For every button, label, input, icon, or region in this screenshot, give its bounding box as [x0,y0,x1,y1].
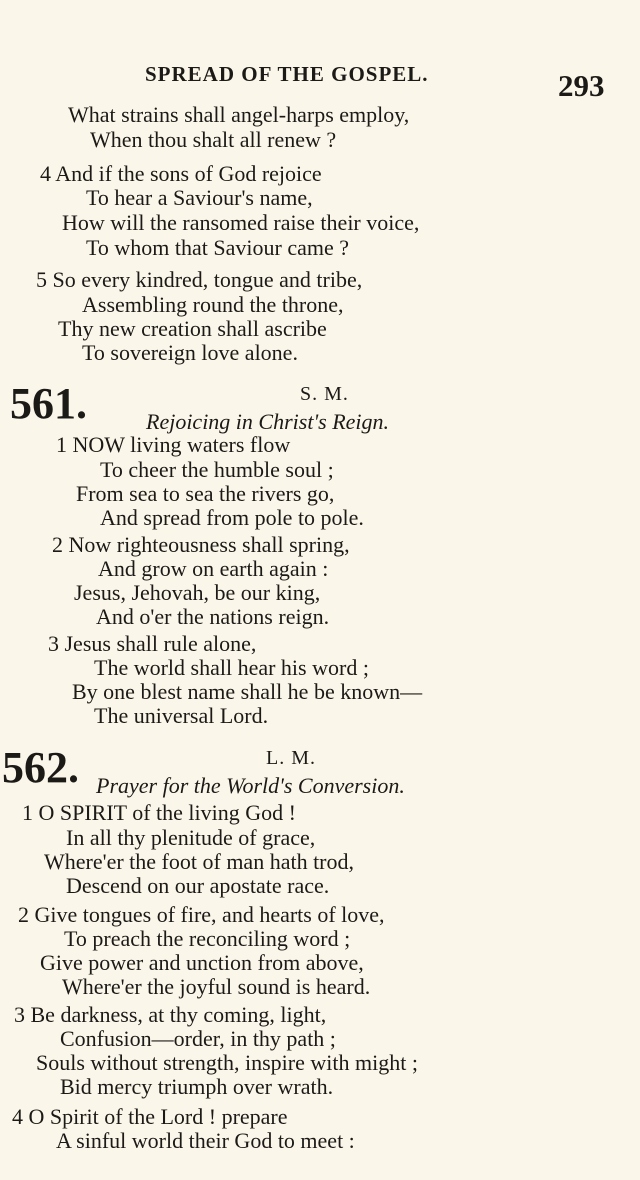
verse-line: To hear a Saviour's name, [86,185,313,210]
verse-line: 3 Be darkness, at thy coming, light, [14,1002,327,1027]
verse-line: To preach the reconciling word ; [64,926,351,951]
verse-line: Bid mercy triumph over wrath. [60,1074,334,1099]
verse-line: 3 Jesus shall rule alone, [48,631,257,656]
verse-line: And grow on earth again : [98,556,329,581]
verse-line: And spread from pole to pole. [100,505,364,530]
verse-line: Where'er the foot of man hath trod, [44,849,355,874]
page-header [0,62,640,103]
verse-line: 5 So every kindred, tongue and tribe, [36,267,363,292]
verse-line: 4 O Spirit of the Lord ! prepare [12,1104,288,1129]
verse-line: Souls without strength, inspire with might ; [36,1050,418,1075]
hymn-meter: S. M. [300,383,349,405]
verse-line: By one blest name shall he be known— [72,679,423,704]
verse-line: The world shall hear his word ; [94,655,369,680]
hymn-title: Rejoicing in Christ's Reign. [146,409,390,434]
verse-line: In all thy plenitude of grace, [66,825,316,850]
verse-line: To whom that Saviour came ? [86,235,350,260]
running-head: SPREAD OF THE GOSPEL. [145,62,429,86]
verse-line: To sovereign love alone. [82,340,298,365]
verse-line: Jesus, Jehovah, be our king, [74,580,321,605]
page-number: 293 [558,68,605,103]
verse-line: From sea to sea the rivers go, [76,481,335,506]
verse-line: And o'er the nations reign. [96,604,330,629]
hymn-number: 561. [10,379,87,428]
verse-line: To cheer the humble soul ; [100,457,334,482]
verse-line: When thou shalt all renew ? [90,127,337,152]
verse-line: 2 Now righteousness shall spring, [52,532,350,557]
verse-line: 1 NOW living waters flow [56,432,291,457]
verse-line: A sinful world their God to meet : [56,1128,355,1153]
verse-line: 2 Give tongues of fire, and hearts of love, [18,902,385,927]
verse-line: Assembling round the throne, [82,292,344,317]
hymn-number: 562. [2,743,79,792]
verse-line: 4 And if the sons of God rejoice [40,161,322,186]
verse-line: The universal Lord. [94,703,269,728]
verse-line: What strains shall angel-harps employ, [68,102,410,127]
hymn-meter: L. M. [266,747,316,769]
verse-line: Confusion—order, in thy path ; [60,1026,336,1051]
verse-line: Where'er the joyful sound is heard. [62,974,371,999]
verse-line: Thy new creation shall ascribe [58,316,327,341]
verse-line: Give power and unction from above, [40,950,364,975]
verse-line: Descend on our apostate race. [66,873,330,898]
verse-line: How will the ransomed raise their voice, [62,210,420,235]
verse-line: 1 O SPIRIT of the living God ! [22,800,296,825]
hymn-title: Prayer for the World's Conversion. [96,773,405,798]
